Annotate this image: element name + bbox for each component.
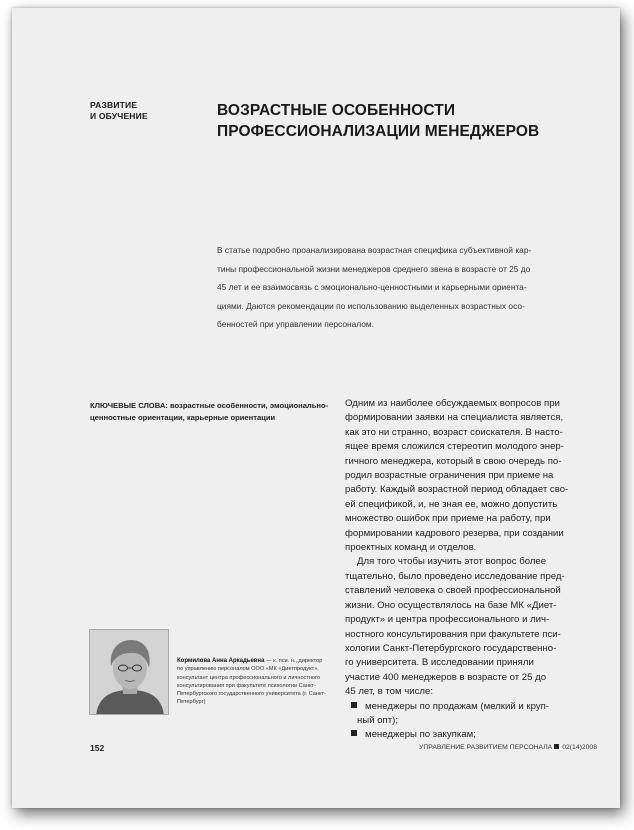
body-line: хологии Санкт-Петербургского государственно- — [345, 642, 557, 654]
page-number: 152 — [90, 743, 105, 753]
journal-name: УПРАВЛЕНИЕ РАЗВИТИЕМ ПЕРСОНАЛА — [419, 744, 553, 751]
body-line: Для того чтобы изучить этот вопрос более — [357, 556, 547, 568]
abstract-line: 45 лет и ее взаимосвязь с эмоционально-ценностными и карьерными ориента- — [217, 282, 527, 293]
body-line: как это ни странно, возраст соискателя. В насто- — [345, 426, 563, 438]
bullet-item — [345, 728, 595, 742]
bullet-square-icon — [351, 702, 357, 708]
bullet-text: менеджеры по закупкам; — [365, 729, 476, 741]
body-line: проектных команд и отделов. — [345, 542, 477, 554]
article-title — [217, 100, 597, 142]
body-line: продукт» и центра профессионального и лич- — [345, 614, 550, 626]
abstract-line: циями. Даются рекомендации по использованию выделенных возрастных осо- — [217, 300, 525, 311]
article-title-line: ПРОФЕССИОНАЛИЗАЦИИ МЕНЕДЖЕРОВ — [217, 123, 540, 140]
author-photo — [89, 629, 169, 715]
article-abstract — [217, 241, 585, 334]
abstract-line: тины профессиональной жизни менеджеров среднего звена в возрасте от 25 до — [217, 263, 531, 274]
bio-line: Петербург) — [177, 699, 206, 706]
author-portrait-icon — [90, 630, 169, 715]
body-line: жизни. Оно осуществлялось на базе МК «Диет- — [345, 599, 557, 611]
body-line: ностного консультирования при факультете пси- — [345, 628, 561, 640]
body-line: родил возрастные ограничения при приеме на — [345, 470, 554, 482]
keywords-line: КЛЮЧЕВЫЕ СЛОВА: возрастные особенности, эмоционально- — [90, 401, 329, 410]
body-line: участие 400 менеджеров в возрасте от 25 до — [345, 671, 547, 683]
section-label-line: И ОБУЧЕНИЕ — [90, 111, 148, 121]
keywords — [90, 400, 330, 423]
body-line: Одним из наиболее обсуждаемых вопросов при — [345, 398, 560, 409]
body-line: ставлений человека о своей профессиональной — [345, 585, 561, 597]
bio-first: — к. пси. н., директор — [264, 658, 323, 664]
bullet-square-icon — [351, 730, 357, 736]
article-body — [345, 397, 595, 743]
bio-line: по управлению персоналом ООО «МК «Диетпродукт», — [177, 666, 319, 673]
body-line: работу. Каждый возрастной период обладает сво- — [345, 484, 569, 496]
body-line: формировании заявки на специалиста является, — [345, 412, 564, 424]
abstract-line: бенностей при управлении персоналом. — [217, 319, 375, 330]
keywords-line: ценностные ориентации, карьерные ориентации — [90, 412, 276, 422]
bio-line: консультант центра профессионального и личностного — [177, 674, 321, 681]
body-line: го университета. В исследовании приняли — [345, 657, 534, 669]
bio-line: Петербургского государственного университета (г. Санкт- — [177, 691, 326, 698]
bullet-text: менеджеры по продажам (мелкий и круп- — [365, 700, 550, 712]
body-line: ей спецификой, и, не зная ее, можно допустить — [345, 498, 558, 510]
abstract-line: В статье подробно проанализирована возрастная специфика субъективной кар- — [217, 245, 532, 255]
body-line: 45 лет, в том числе: — [345, 686, 434, 698]
body-line: формировании кадрового резерва, при создании — [345, 527, 564, 539]
section-label-line: РАЗВИТИЕ — [90, 100, 138, 110]
bio-line: консультирования при факультете психологии Санкт- — [177, 682, 316, 689]
article-title-line: ВОЗРАСТНЫЕ ОСОБЕННОСТИ — [217, 102, 456, 119]
journal-issue: 02(14)2008 — [562, 744, 597, 751]
author-bio — [177, 657, 335, 707]
bio-line — [177, 657, 335, 665]
author-name: Кормилова Анна Аркадьевна — [177, 658, 265, 664]
body-line: ящее время сложился стереотип молодого энер- — [345, 441, 564, 453]
footer-square-icon — [554, 744, 559, 749]
section-label — [90, 100, 180, 122]
body-line: тщательно, было проведено исследование пред- — [345, 570, 565, 582]
journal-footer — [412, 744, 597, 751]
journal-page — [12, 8, 620, 808]
bullet-continuation: ный опт); — [357, 714, 399, 726]
body-line: гичного менеджера, который в свою очередь по- — [345, 455, 562, 467]
bullet-item — [345, 700, 595, 714]
body-line: множество ошибок при приеме на работу, при — [345, 513, 551, 525]
